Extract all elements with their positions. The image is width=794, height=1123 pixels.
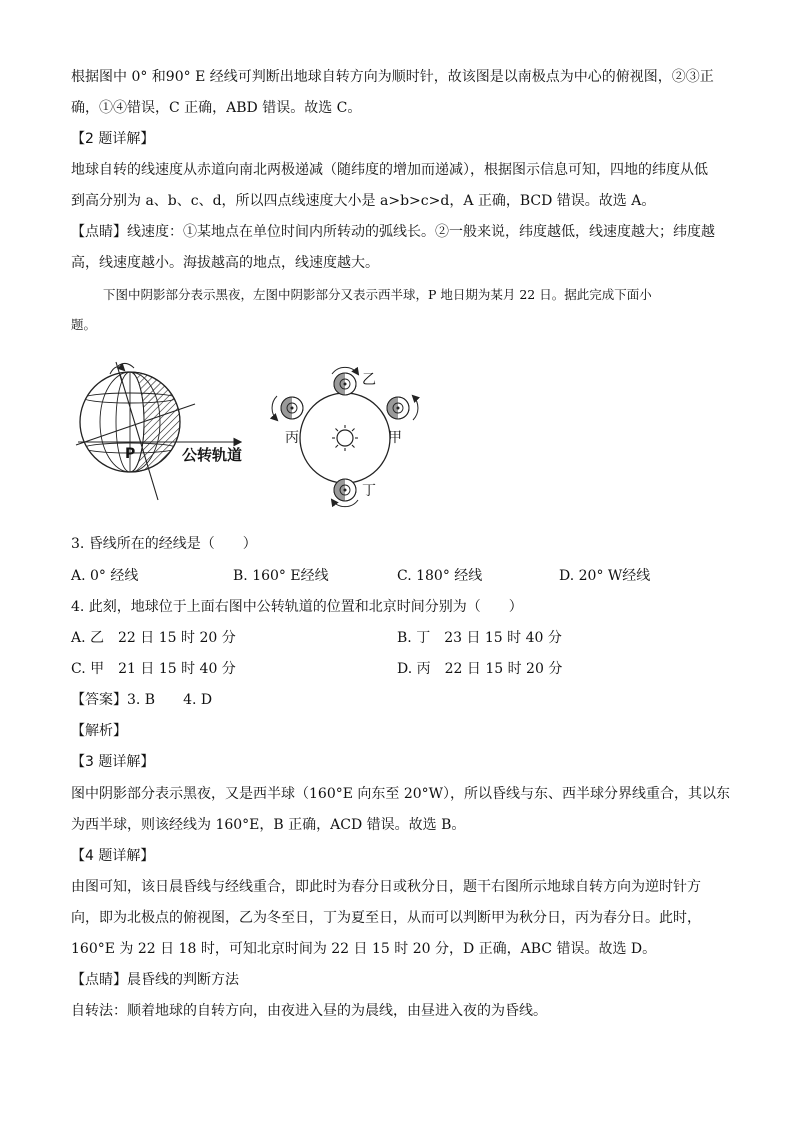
line-7: 为西半球，则该经线为 160°E，B 正确，ACD 错误。故选 B。 [71,817,466,833]
q4-option-d: D. 丙 22 日 15 时 20 分 [397,661,563,677]
tip-1-label: 【点睛】 [71,224,127,240]
q4-option-c: C. 甲 21 日 15 时 40 分 [71,661,236,677]
question-3: 3. 昏线所在的经线是（ ） [71,536,257,552]
intro-line-2: 题。 [71,317,97,332]
line-10: 160°E 为 22 日 18 时，可知北京时间为 22 日 15 时 20 分，D 正确，ABC 错误。故选 D。 [71,941,657,957]
q4-option-b: B. 丁 23 日 15 时 40 分 [397,630,562,646]
label-yi: 乙 [362,372,376,388]
question-4: 4. 此刻，地球位于上面右图中公转轨道的位置和北京时间分别为（ ） [71,599,523,615]
tip-2-text: 晨昏线的判断方法 [127,972,239,988]
sun-icon [332,425,358,451]
line-5: 高，线速度越小。海拔越高的地点，线速度越大。 [71,255,379,271]
left-orbit-label: 公转轨道 [182,446,243,464]
line-3: 地球自转的线速度从赤道向南北两极递减（随纬度的增加而递减），根据图示信息可知，四地的纬度从低 [71,162,708,178]
line-1: 根据图中 0° 和90° E 经线可判断出地球自转方向为顺时针，故该图是以南极点为中心的俯视图，②③正 [71,69,714,85]
q3-option-a: A. 0° 经线 [71,568,139,584]
diagram-figure [70,360,450,520]
answer-text: 3. B 4. D [127,692,213,708]
line-4: 到高分别为 a、b、c、d，所以四点线速度大小是 a>b>c>d，A 正确，BCD 错误。故选 A。 [71,193,656,209]
label-bing: 丙 [285,430,299,446]
line-9: 向，即为北极点的俯视图，乙为冬至日，丁为夏至日，从而可以判断甲为秋分日，丙为春分日。此时， [71,910,701,926]
right-orbit [272,367,418,506]
label-jia: 甲 [388,430,402,446]
earth-yi [332,367,358,395]
earth-jia [387,396,418,420]
analysis-heading: 【解析】 [71,723,127,739]
line-6: 图中阴影部分表示黑夜，又是西半球（160°E 向东至 20°W），所以昏线与东、西半球分界线重合，其以东 [71,786,731,802]
heading-q4-detail: 【4 题详解】 [71,848,155,864]
left-globe [76,362,242,500]
line-8: 由图可知，该日晨昏线与经线重合，即此时为春分日或秋分日，题干右图所示地球自转方向为逆时针方 [71,879,701,895]
tip-1-text: 线速度：①某地点在单位时间内所转动的弧线长。②一般来说，纬度越低，线速度越大；纬度越 [127,224,715,240]
earth-ding [332,479,358,507]
q4-option-a: A. 乙 22 日 15 时 20 分 [71,630,236,646]
answer-label: 【答案】 [71,692,127,708]
q3-option-d: D. 20° W经线 [559,568,651,584]
tip-1 [71,222,715,242]
left-p-label: P [125,446,136,462]
heading-q2-detail: 【2 题详解】 [71,131,155,147]
tip-2 [71,970,239,990]
q3-option-c: C. 180° 经线 [397,568,483,584]
earth-bing [272,396,303,420]
tip-2-label: 【点睛】 [71,972,127,988]
intro-line-1: 下图中阴影部分表示黑夜，左图中阴影部分又表示西半球，P 地日期为某月 22 日。据此完成下面小 [103,287,652,302]
answer-line [71,690,212,710]
heading-q3-detail: 【3 题详解】 [71,754,155,770]
line-2: 确，①④错误，C 正确，ABD 错误。故选 C。 [71,100,362,116]
q3-option-b: B. 160° E经线 [233,568,329,584]
line-11: 自转法：顺着地球的自转方向，由夜进入昼的为晨线，由昼进入夜的为昏线。 [71,1003,547,1019]
label-ding: 丁 [362,483,376,499]
